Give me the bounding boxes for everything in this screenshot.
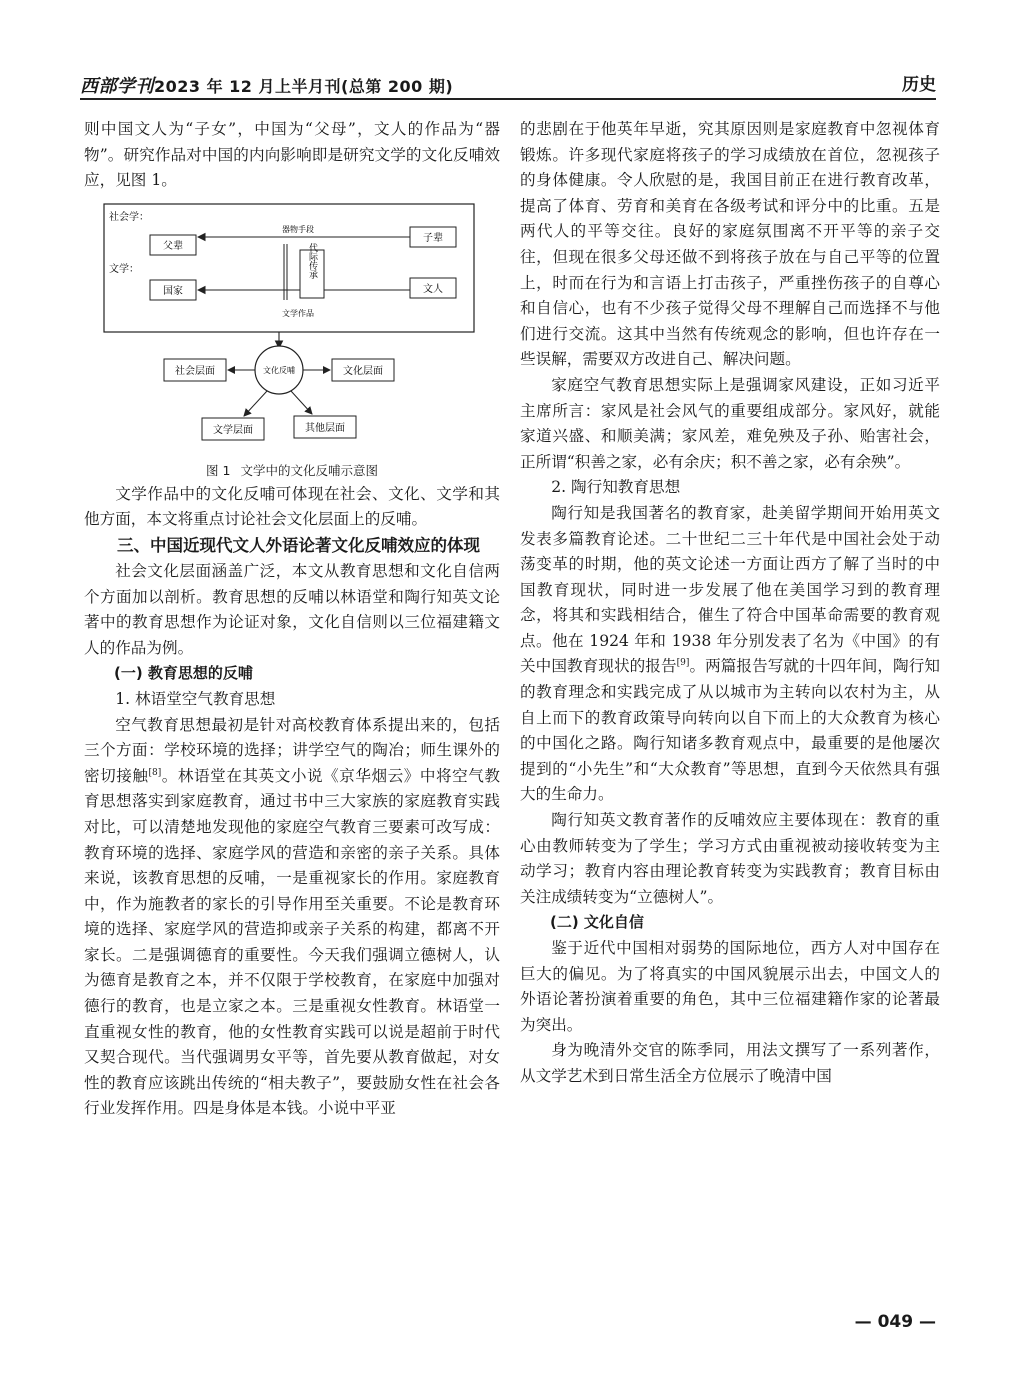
paragraph-r3-part-a: 陶行知是我国著名的教育家，赴美留学期间开始用英文发表多篇教育论述。二十世纪二三十年代是中国社会处于动荡变革的时期，他的英文论述一方面让西方了解了当时的中国教育现状，同时进一步发展了他在美国学习到的教育理念，将其和实践相结合，催生了符合中国革命需要的教育观点。他在 1924 年和 1938 年分别发表了名为《中国》的有关中国教育现状的报告 bbox=[520, 503, 940, 676]
arrow-to-literature bbox=[244, 391, 267, 416]
circle-feedback-label: 文化反哺 bbox=[263, 365, 295, 375]
node-social-label: 社会层面 bbox=[175, 365, 215, 377]
paragraph-r6: 身为晚清外交官的陈季同，用法文撰写了一系列著作，从文学艺术到日常生活全方位展示了晚清中国 bbox=[520, 1041, 940, 1085]
arrow-bottom-label: 文学作品 bbox=[282, 308, 314, 318]
subsubsection-heading-1-2: 2. 陶行知教育思想 bbox=[551, 478, 681, 497]
citation-8: [8] bbox=[148, 767, 162, 778]
left-column bbox=[84, 117, 500, 1122]
citation-9: [9] bbox=[676, 658, 690, 669]
paragraph-2: 社会文化层面涵盖广泛，本文从教育思想和文化自信两个方面加以剖析。教育思想的反哺以林语堂和陶行知英文论著中的教育思想作为论证对象，文化自信则以三位福建籍文人的作品为例。 bbox=[84, 561, 500, 657]
arrow-to-other bbox=[291, 391, 312, 414]
paragraph-r3 bbox=[520, 501, 940, 808]
box-generational-label: 代际传承 bbox=[307, 242, 317, 279]
paragraph-3-part-b: 。林语堂在其英文小说《京华烟云》中将空气教育思想落实到家庭教育，通过书中三大家族的家庭教育实践对比，可以清楚地发现他的家庭空气教育三要素可改写成：教育环境的选择、家庭学风的营造和亲密的亲子关系。具体来说，该教育思想的反哺，一是重视家长的作用。家庭教育中，作为施教者的家长的引导作用至关重要。不论是教育环境的选择、家庭学风的营造抑或亲子关系的构建，都离不开家长。二是强调德育的重要性。今天我们强调立德树人，认为德育是教育之本，并不仅限于学校教育，在家庭中加强对德行的教育，也是立家之本。三是重视女性教育。林语堂一直重视女性的教育，他的女性教育实践可以说是超前于时代又契合现代。当代强调男女平等，首先要从教育做起，对女性的教育应该跳出传统的“相夫教子”，要鼓励女性在社会各行业发挥作用。四是身体是本钱。小说中平亚 bbox=[84, 766, 500, 1118]
subsubsection-heading-1-1: 1. 林语堂空气教育思想 bbox=[115, 689, 276, 708]
node-culture-label: 文化层面 bbox=[343, 365, 383, 377]
page-number: — 049 — bbox=[854, 1312, 936, 1332]
box-country-label: 国家 bbox=[163, 285, 183, 297]
node-literature-label: 文学层面 bbox=[213, 424, 253, 436]
node-other-label: 其他层面 bbox=[305, 422, 345, 434]
right-column bbox=[520, 117, 940, 1090]
label-sociology: 社会学： bbox=[109, 211, 149, 223]
box-literati-label: 文人 bbox=[423, 283, 443, 295]
box-parents-label: 父辈 bbox=[163, 240, 183, 252]
subsection-heading-2: (二) 文化自信 bbox=[550, 913, 644, 932]
arrow-top-label: 器物手段 bbox=[282, 224, 314, 234]
section-heading-3: 三、中国近现代文人外语论著文化反哺效应的体现 bbox=[117, 535, 480, 555]
paragraph-r5: 鉴于近代中国相对弱势的国际地位，西方人对中国存在巨大的偏见。为了将真实的中国风貌展示出去，中国文人的外语论著扮演着重要的角色，其中三位福建籍作家的论著最为突出。 bbox=[520, 939, 940, 1034]
running-header bbox=[80, 66, 936, 100]
caption-text: 文学中的文化反哺示意图 bbox=[240, 462, 378, 478]
label-literature: 文学： bbox=[109, 263, 139, 275]
figure-diagram bbox=[84, 198, 500, 460]
paragraph-r1: 的悲剧在于他英年早逝，究其原因则是家庭教育中忽视体育锻炼。许多现代家庭将孩子的学习成绩放在首位，忽视孩子的身体健康。令人欣慰的是，我国目前正在进行教育改革，提高了体育、劳育和美育在各级考试和评分中的比重。五是两代人的平等交往。良好的家庭氛围离不开平等的亲子交往，但现在很多父母还做不到将孩子放在与自己平等的位置上，时而在行为和言语上打击孩子，严重挫伤孩子的自尊心和自信心，也有不少孩子觉得父母不理解自己而选择不与他们进行交流。这其中当然有传统观念的影响，但也许存在一些误解，需要双方改进自己、解决问题。 bbox=[520, 120, 940, 369]
figure-1 bbox=[84, 198, 500, 460]
paragraph-r2: 家庭空气教育思想实际上是强调家风建设，正如习近平主席所言：家风是社会风气的重要组成部分。家风好，就能家道兴盛、和顺美满；家风差，难免殃及子孙、贻害社会，正所谓“积善之家，必有余庆；积不善之家，必有余殃”。 bbox=[520, 375, 940, 471]
paragraph-intro: 则中国文人为“子女”，中国为“父母”，文人的作品为“器物”。研究作品对中国的内向影响即是研究文学的文化反哺效应，见图 1。 bbox=[84, 120, 500, 190]
section-name: 历史 bbox=[902, 75, 936, 95]
journal-logo: 西部学刊 bbox=[80, 76, 154, 97]
figure-caption bbox=[84, 460, 500, 482]
journal-title bbox=[80, 72, 453, 98]
journal-issue: 2023 年 12 月上半月刊(总第 200 期) bbox=[154, 77, 454, 96]
paragraph-3-part-a: 空气教育思想最初是针对高校教育体系提出来的，包括三个方面：学校环境的选择；讲学空气的陶冶；师生课外的密切接触 bbox=[84, 715, 500, 785]
paragraph-1: 文学作品中的文化反哺可体现在社会、文化、文学和其他方面，本文将重点讨论社会文化层面上的反哺。 bbox=[84, 484, 500, 529]
caption-number: 图 1 bbox=[206, 462, 231, 478]
paragraph-r3-part-b: 。两篇报告写就的十四年间，陶行知的教育理念和实践完成了从以城市为主转向以农村为主，从自上而下的教育政策导向转向以自下而上的大众教育为核心的中国化之路。陶行知诸多教育观点中，最重要的是他屡次提到的“小先生”和“大众教育”等思想，直到今天依然具有强大的生命力。 bbox=[520, 657, 940, 804]
subsection-heading-1: (一) 教育思想的反哺 bbox=[114, 664, 253, 683]
paragraph-3 bbox=[84, 713, 500, 1123]
paragraph-r4: 陶行知英文教育著作的反哺效应主要体现在：教育的重心由教师转变为了学生；学习方式由重视被动接收转变为主动学习；教育内容由理论教育转变为实践教育；教育目标由关注成绩转变为“立德树人”。 bbox=[520, 811, 940, 906]
box-children-label: 子辈 bbox=[423, 232, 443, 244]
